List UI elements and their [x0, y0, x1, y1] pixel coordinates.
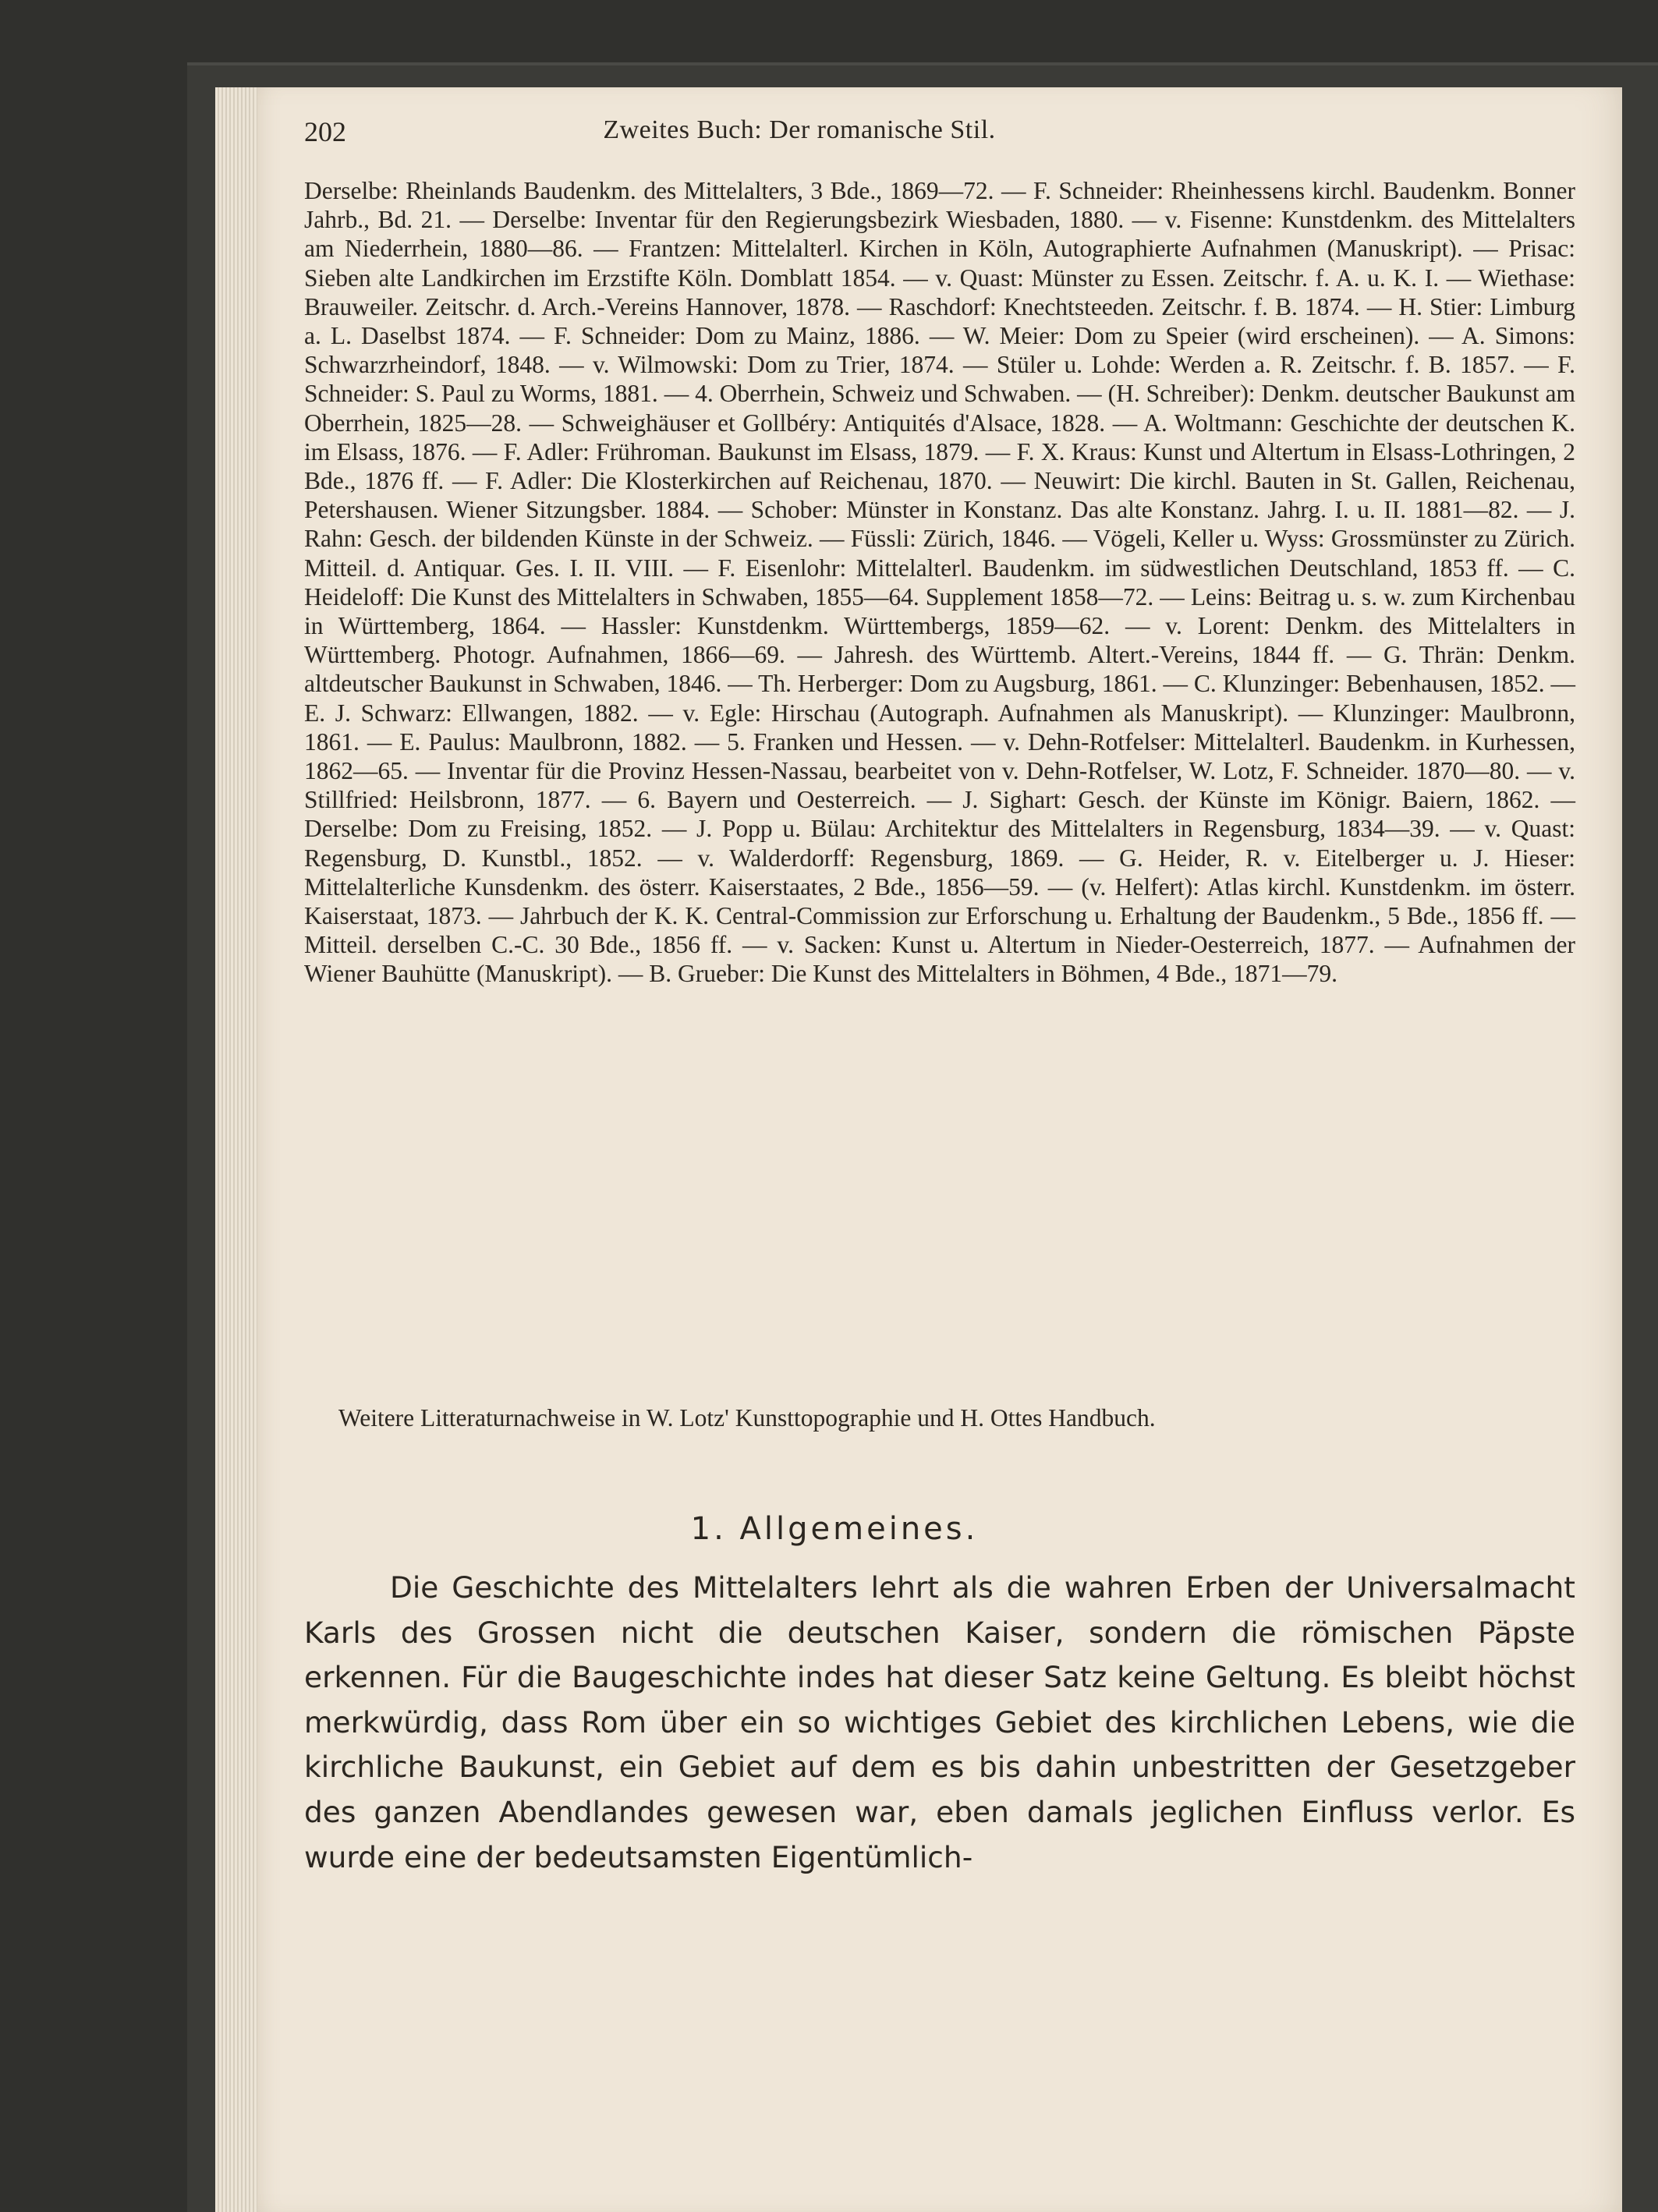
bibliography-text: Derselbe: Rheinlands Baudenkm. des Mittelalters, 3 Bde., 1869—72. — F. Schneider: Rheinhessens kirchl. Baudenkm. Bonner Jahrb., Bd. 21. — Derselbe: Inventar für den Regierungsbezirk Wiesbaden, 1880. — v. Fisenne: Kunstdenkm. des Mittelalters am Niederrhein, 1880—86. — Frantzen: Mittelalterl. Kirchen in Köln, Autographierte Aufnahmen (Manuskript). — Prisac: Sieben alte Landkirchen im Erzstifte Köln. Domblatt 1854. — v. Quast: Münster zu Essen. Zeitschr. f. A. u. K. I. — Wiethase: Brauweiler. Zeitschr. d. Arch.-Vereins Hannover, 1878. — Raschdorf: Knechtsteeden. Zeitschr. f. B. 1874. — H. Stier: Limburg a. L. Daselbst 1874. — F. Schneider: Dom zu Mainz, 1886. — W. Meier: Dom zu Speier (wird erscheinen). — A. Simons: Schwarzrheindorf, 1848. — v. Wilmowski: Dom zu Trier, 1874. — Stüler u. Lohde: Werden a. R. Zeitschr. f. B. 1857. — F. Schneider: S. Paul zu Worms, 1881. — 4. Oberrhein, Schweiz und Schwaben. — (H. Schreiber): Denkm. deutscher Baukunst am Oberrhein, 1825—28. — Schweighäuser et Gollbéry: Antiquités d'Alsace, 1828. — A. Woltmann: Geschichte der deutschen K. im Elsass, 1876. — F. Adler: Frühroman. Baukunst im Elsass, 1879. — F. X. Kraus: Kunst und Altertum in Elsass-Lothringen, 2 Bde., 1876 ff. — F. Adler: Die Klosterkirchen auf Reichenau, 1870. — Neuwirt: Die kirchl. Bauten in St. Gallen, Reichenau, Petershausen. Wiener Sitzungsber. 1884. — Schober: Münster in Konstanz. Das alte Konstanz. Jahrg. I. u. II. 1881—82. — J. Rahn: Gesch. der bildenden Künste in der Schweiz. — Füssli: Zürich, 1846. — Vögeli, Keller u. Wyss: Grossmünster zu Zürich. Mitteil. d. Antiquar. Ges. I. II. VIII. — F. Eisenlohr: Mittelalterl. Baudenkm. im südwestlichen Deutschland, 1853 ff. — C. Heideloff: Die Kunst des Mittelalters in Schwaben, 1855—64. Supplement 1858—72. — Leins: Beitrag u. s. w. zum Kirchenbau in Württemberg, 1864. — Hassler: Kunstdenkm. Württembergs, 1859—62. — v. Lorent: Denkm. des Mittelalters in Württemberg. Photogr. Aufnahmen, 1866—69. — Jahresh. des Württemb. Altert.-Vereins, 1844 ff. — G. Thrän: Denkm. altdeutscher Baukunst in Schwaben, 1846. — Th. Herberger: Dom zu Augsburg, 1861. — C. Klunzinger: Bebenhausen, 1852. — E. J. Schwarz: Ellwangen, 1882. — v. Egle: Hirschau (Autograph. Aufnahmen als Manuskript). — Klunzinger: Maulbronn, 1861. — E. Paulus: Maulbronn, 1882. — 5. Franken und Hessen. — v. Dehn-Rotfelser: Mittelalterl. Baudenkm. in Kurhessen, 1862—65. — Inventar für die Provinz Hessen-Nassau, bearbeitet von v. Dehn-Rotfelser, W. Lotz, F. Schneider. 1870—80. — v. Stillfried: Heilsbronn, 1877. — 6. Bayern und Oesterreich. — J. Sighart: Gesch. der Künste im Königr. Baiern, 1862. — Derselbe: Dom zu Freising, 1852. — J. Popp u. Bülau: Architektur des Mittelalters in Regensburg, 1834—39. — v. Quast: Regensburg, D. Kunstbl., 1852. — v. Walderdorff: Regensburg, 1869. — G. Heider, R. v. Eitelberger u. J. Hieser: Mittelalterliche Kunsdenkm. des österr. Kaiserstaates, 2 Bde., 1856—59. — (v. Helfert): Atlas kirchl. Kunstdenkm. im österr. Kaiserstaat, 1873. — Jahrbuch der K. K. Central-Commission zur Erforschung u. Erhaltung der Baudenkm., 5 Bde., 1856 ff. — Mitteil. derselben C.-C. 30 Bde., 1856 ff. — v. Sacken: Kunst u. Altertum in Nieder-Oesterreich, 1877. — Aufnahmen der Wiener Bauhütte (Manuskript). — B. Grueber: Die Kunst des Mittelalters in Böhmen, 4 Bde., 1871—79.: [304, 177, 1575, 988]
page-edges: [215, 87, 262, 2212]
page-number: 202: [304, 116, 346, 147]
section-heading: 1. Allgemeines.: [690, 1511, 979, 1547]
bibliography-note: Weitere Litteraturnachweise in W. Lotz' Kunsttopographie und H. Ottes Handbuch.: [338, 1404, 1156, 1432]
running-head: Zweites Buch: Der romanische Stil.: [603, 115, 996, 144]
body-paragraph: Die Geschichte des Mittelalters lehrt als die wahren Erben der Universalmacht Karls des Grossen nicht die deutschen Kaiser, sondern die römischen Päpste erkennen. Für die Baugeschichte indes hat dieser Satz keine Geltung. Es bleibt höchst merkwürdig, dass Rom über ein so wichtiges Gebiet des kirchlichen Lebens, wie die kirchliche Baukunst, ein Gebiet auf dem es bis dahin unbestritten der Gesetzgeber des ganzen Abendlandes gewesen war, eben damals jeglichen Einfluss verlor. Es wurde eine der bedeutsamsten Eigentümlich-: [304, 1570, 1575, 1874]
